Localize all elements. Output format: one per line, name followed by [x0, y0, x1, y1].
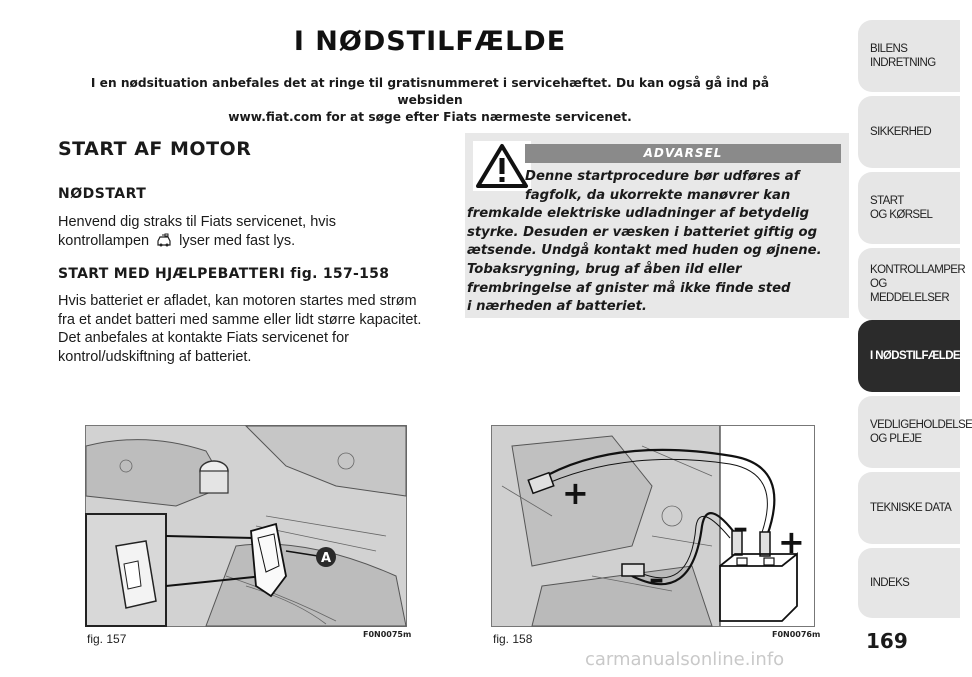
figure-code: F0N0075m	[363, 630, 412, 639]
tab-bilens-indretning[interactable]	[858, 20, 960, 92]
intro-line-2: www.fiat.com for at søge efter Fiats nærmeste servicenet.	[228, 110, 632, 124]
warning-line: i nærheden af batteriet.	[467, 299, 647, 315]
section-title: START AF MOTOR	[58, 138, 252, 160]
p1-line1: Henvend dig straks til Fiats servicenet, hvis	[58, 214, 337, 230]
warning-line: styrke. Desuden er væsken i batteriet giftig og	[467, 224, 818, 240]
tab-label: KONTROLLAMPER	[870, 264, 966, 276]
warning-header: ADVARSEL	[525, 144, 841, 163]
callout-label: A	[320, 551, 332, 566]
p1-post: lyser med fast lys.	[179, 233, 296, 249]
warning-line: Denne startprocedure bør udføres af	[525, 169, 800, 184]
figure-157-engine-bay	[85, 425, 407, 627]
warning-line: fagfolk, da ukorrekte manøvrer kan	[525, 187, 791, 203]
tab-label: TEKNISKE DATA	[870, 502, 952, 514]
minus-label-battery: –	[733, 511, 748, 546]
paragraph-emergency-start	[58, 213, 448, 251]
tab-label: OG KØRSEL	[870, 209, 933, 221]
tab-kontrollamper[interactable]	[858, 248, 966, 320]
tab-label: OG PLEJE	[870, 433, 922, 445]
p2-line: Det anbefales at kontakte Fiats servicenet for	[58, 330, 349, 347]
figure-code: F0N0076m	[772, 630, 821, 639]
tab-label: I NØDSTILFÆLDE	[870, 350, 960, 362]
tab-tekniske-data[interactable]	[858, 472, 960, 544]
paragraph-jump-start	[58, 292, 450, 366]
tab-label: OG MEDDELELSER	[870, 278, 950, 304]
tab-i-nodstilfaelde[interactable]	[858, 320, 960, 392]
warning-line: Tobaksrygning, brug af åben ild eller	[467, 261, 742, 277]
figure-158-jump-start	[491, 425, 815, 627]
intro-text	[60, 75, 800, 126]
tab-indeks[interactable]	[858, 548, 960, 618]
engine-immobilizer-icon	[155, 232, 173, 248]
jump-start-illustration	[492, 426, 814, 626]
p2-line: Hvis batteriet er afladet, kan motoren startes med strøm	[58, 293, 417, 309]
tab-label: BILENS	[870, 43, 908, 55]
tab-label: INDRETNING	[870, 57, 936, 69]
tab-label: INDEKS	[870, 577, 910, 589]
warning-line: ætsende. Undgå kontakt med huden og øjnene.	[467, 243, 822, 259]
warning-text	[465, 168, 845, 317]
subheading-jump-start: START MED HJÆLPEBATTERI fig. 157-158	[58, 266, 390, 282]
plus-label-car: +	[562, 474, 589, 512]
watermark: carmanualsonline.info	[585, 649, 785, 670]
engine-bay-illustration	[86, 426, 406, 626]
figure-label: fig. 157	[87, 632, 127, 646]
plus-label-battery: +	[778, 523, 805, 561]
page-number: 169	[866, 629, 908, 653]
tab-label: VEDLIGEHOLDELSE	[870, 419, 972, 431]
tab-label: START	[870, 195, 904, 207]
warning-box	[465, 133, 849, 318]
warning-line: frembringelse af gnister må ikke finde sted	[467, 280, 791, 296]
subheading-emergency-start: NØDSTART	[58, 186, 147, 202]
minus-label-car: –	[649, 562, 664, 597]
figure-label: fig. 158	[493, 632, 533, 646]
warning-line: fremkalde elektriske udladninger af betydelig	[467, 206, 810, 222]
p2-line: kontrol/udskiftning af batteriet.	[58, 348, 252, 365]
page-title: I NØDSTILFÆLDE	[293, 26, 567, 57]
p1-pre: kontrollampen	[58, 233, 150, 249]
tab-label: SIKKERHED	[870, 126, 932, 138]
tab-start-og-korsel[interactable]	[858, 172, 960, 244]
tab-vedligeholdelse[interactable]	[858, 396, 972, 468]
tab-sikkerhed[interactable]	[858, 96, 960, 168]
intro-line-1: I en nødsituation anbefales det at ringe til gratisnummeret i servicehæftet. Du kan også gå ind på websiden	[90, 76, 770, 107]
p2-line: fra et andet batteri med samme eller lidt større kapacitet.	[58, 311, 422, 328]
